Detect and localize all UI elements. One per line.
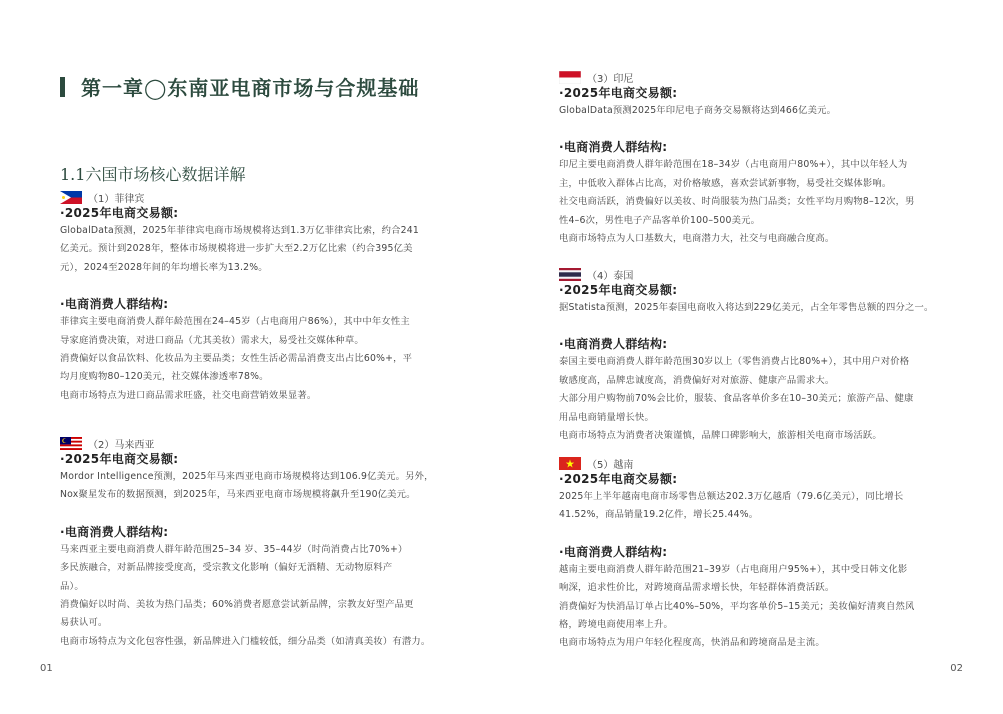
sub-heading: ·2025年电商交易额: [559,86,678,100]
sub-heading: ·电商消费人群结构: [559,140,668,155]
paragraph: 据Statista预测，2025年泰国电商收入将达到229亿美元，占全年零售总额的四分之一。 [559,302,934,313]
page-number: 02 [950,663,963,674]
paragraph: 印尼主要电商消费人群年龄范围在18–34岁（占电商用户80%+），其中以年轻人为 主，中低收入群体占比高，对价格敏感，喜欢尝试新事物，易受社交媒体影响。 社交电商活跃，消费偏好以美妆、时尚服装为热门品类；女性平均月购物8–12次，男 性4–6次，男性电子产品客单价100–500美元。 电商市场特点为人口基数大，电商潜力大，社交与电商融合度高。 [559,159,915,245]
country-block-th [559,267,947,445]
chapter-bar [60,77,65,97]
thailand-flag-icon [559,268,581,281]
sub-heading: ·2025年电商交易额: [60,452,179,466]
section-title: 1.1六国市场核心数据详解 [60,165,246,184]
left-page [0,0,501,714]
paragraph: 马来西亚主要电商消费人群年龄范围25–34 岁、35–44岁（时尚消费占比70%+） 多民族融合，对新品牌接受度高，受宗教文化影响（偏好无酒精、无动物原料产 品）。 消费偏好以时尚、美妆为热门品类；60%消费者愿意尝试新品牌，宗教友好型产品更 易获认可。 电商市场特点为文化包容性强，新品牌进入门槛较低，细分品类（如清真美妆）有潜力。 [60,543,431,647]
sub-heading: ·电商消费人群结构: [60,297,169,312]
country-name: （2）马来西亚 [88,439,155,451]
country-name: （5）越南 [587,459,634,471]
philippines-flag-icon [60,191,82,204]
country-block-my [60,436,448,651]
paragraph: GlobalData预测2025年印尼电子商务交易额将达到466亿美元。 [559,105,837,116]
paragraph: 越南主要电商消费人群年龄范围21–39岁（占电商用户95%+），其中受日韩文化影 响深，追求性价比，对跨境商品需求增长快，年轻群体消费活跃。 消费偏好为快消品订单占比40%–50%，平均客单价5–15美元；美妆偏好清爽自然风 格，跨境电商使用率上升。 电商市场特点为用户年轻化程度高，快消品和跨境商品是主流。 [559,563,915,649]
page-number: 01 [40,663,53,674]
paragraph: Mordor Intelligence预测，2025年马来西亚电商市场规模将达到106.9亿美元。另外， Nox聚星发布的数据预测，到2025年，马来西亚电商市场规模将飙升至190亿美元。 [60,471,434,501]
paragraph: 菲律宾主要电商消费人群年龄范围在24–45岁（占电商用户86%），其中中年女性主 导家庭消费决策，对进口商品（尤其美妆）需求大，易受社交媒体种草。 消费偏好以食品饮料、化妆品为主要品类；女性生活必需品消费支出占比60%+，平 均月度购物80–120美元，社交媒体渗透率78%。 电商市场特点为进口商品需求旺盛，社交电商营销效果显著。 [60,316,413,401]
country-name: （1）菲律宾 [88,193,145,205]
sub-heading: ·电商消费人群结构: [60,524,169,539]
country-name: （3）印尼 [587,73,634,85]
country-block-vn [559,456,947,653]
malaysia-flag-icon [60,437,82,450]
paragraph: 泰国主要电商消费人群年龄范围30岁以上（零售消费占比80%+），其中用户对价格 敏感度高，品牌忠诚度高，消费偏好对对旅游、健康产品需求大。 大部分用户购物前70%会比价，服装、食品客单价多在10–30美元；旅游产品、健康 用品电商销量增长快。 电商市场特点为消费者决策谨慎，品牌口碑影响大，旅游相关电商市场活跃。 [559,356,914,442]
sub-heading: ·电商消费人群结构: [559,544,668,559]
sub-heading: ·2025年电商交易额: [559,472,678,486]
sub-heading: ·电商消费人群结构: [559,337,668,352]
chapter-title: 第一章◯东南亚电商市场与合规基础 [81,76,420,100]
vietnam-flag-icon [559,457,581,470]
paragraph: GlobalData预测，2025年菲律宾电商市场规模将达到1.3万亿菲律宾比索，约合241 亿美元。预计到2028年，整体市场规模将进一步扩大至2.2万亿比索（约合395亿美 元），2024至2028年间的年均增长率为13.2%。 [60,225,419,273]
country-name: （4）泰国 [587,270,634,282]
country-block-ph [60,190,448,405]
sub-heading: ·2025年电商交易额: [60,206,179,220]
country-block-id [559,70,947,248]
right-page [502,0,1003,714]
indonesia-flag-icon [559,71,581,84]
sub-heading: ·2025年电商交易额: [559,283,678,297]
paragraph: 2025年上半年越南电商市场零售总额达202.3万亿越盾（79.6亿美元），同比增长 41.52%，商品销量19.2亿件，增长25.44%。 [559,491,904,521]
chapter-heading [60,72,419,101]
